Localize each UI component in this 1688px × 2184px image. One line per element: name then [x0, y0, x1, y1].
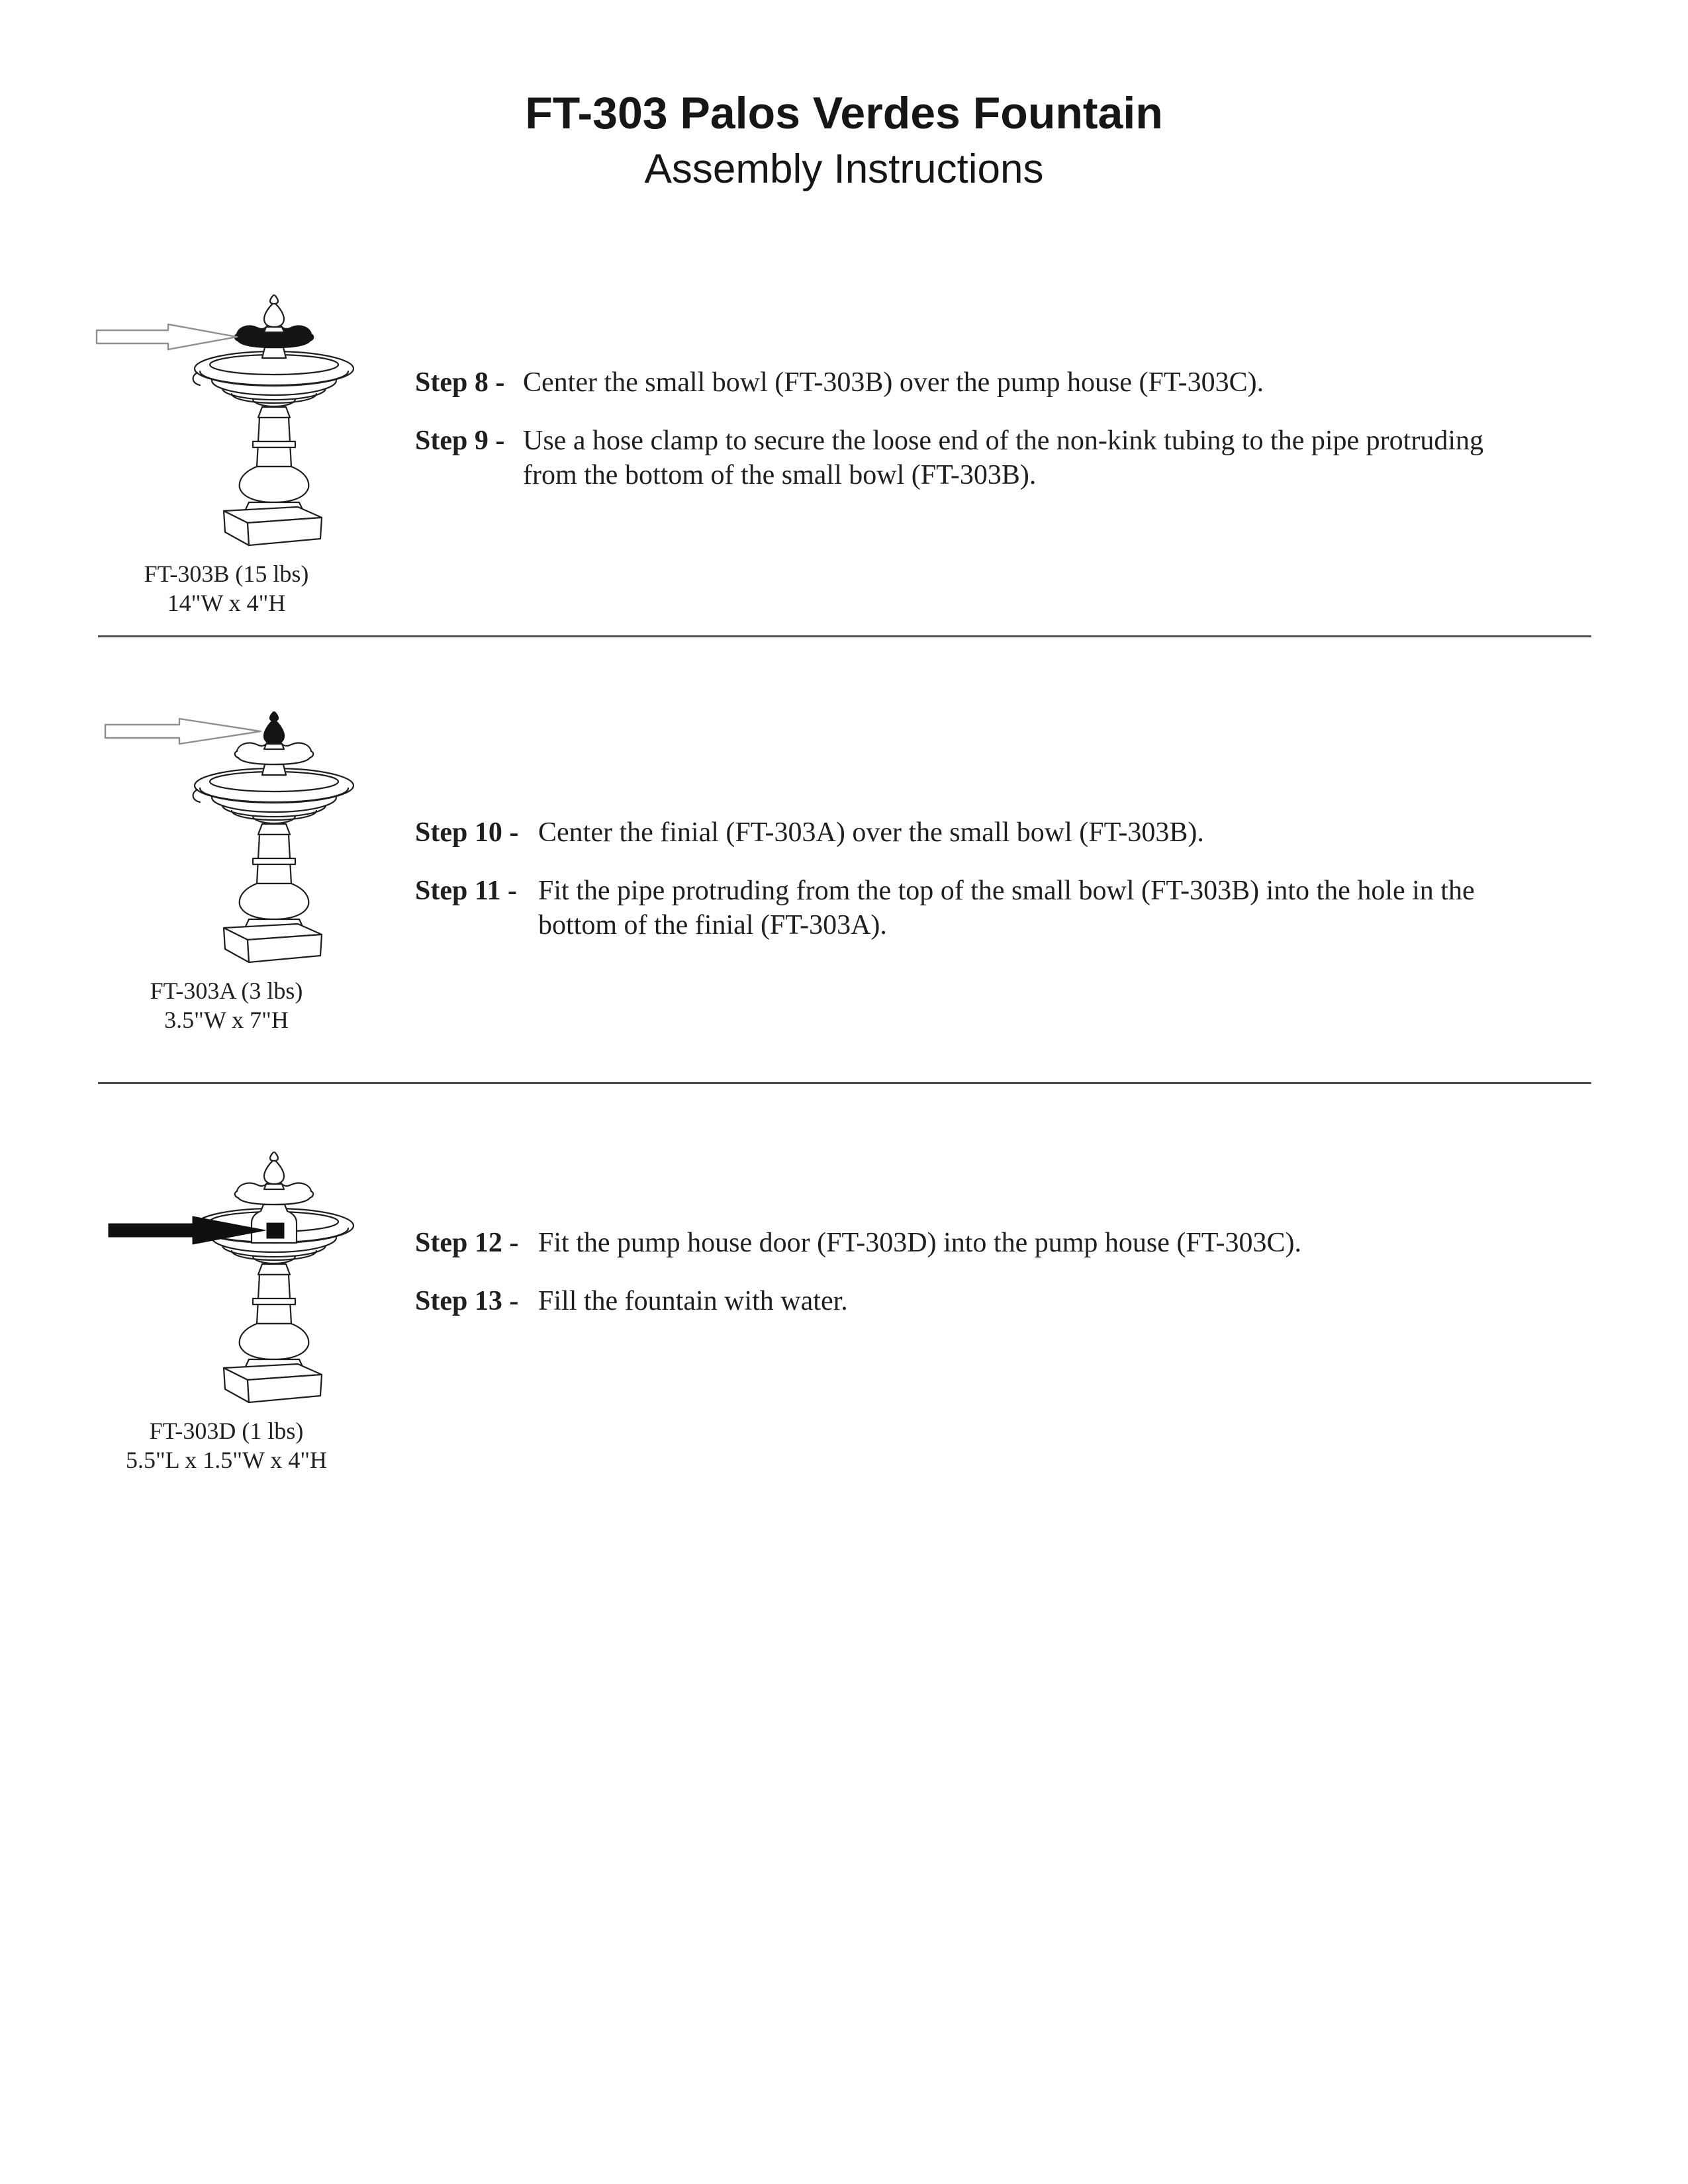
- figure-caption: [90, 976, 363, 1034]
- step-row: [415, 1226, 1580, 1260]
- pointer-arrow-icon: [97, 324, 237, 349]
- figure-small-bowl: [90, 295, 363, 616]
- step-row: [415, 424, 1580, 492]
- step-text-line: from the bottom of the small bowl (FT-303B).: [523, 460, 1037, 490]
- step-text-line: Center the small bowl (FT-303B) over the pump house (FT-303C).: [523, 367, 1264, 398]
- section-divider: [98, 1082, 1591, 1084]
- step-label: Step 10 -: [415, 817, 519, 848]
- page-title: FT-303 Palos Verdes Fountain: [525, 88, 1163, 138]
- finial: [264, 1152, 284, 1189]
- pump-house: [262, 764, 286, 775]
- step-row: [415, 1284, 1580, 1318]
- square-base: [224, 502, 322, 545]
- pedestal-column: [240, 407, 309, 502]
- figure-caption: [90, 559, 363, 617]
- large-bowl: [193, 351, 353, 406]
- step-text-line: Center the finial (FT-303A) over the small bowl (FT-303B).: [538, 817, 1204, 848]
- step-text-line: Fit the pump house door (FT-303D) into the pump house (FT-303C).: [538, 1228, 1302, 1258]
- caption-model: FT-303B (15 lbs): [144, 561, 309, 587]
- step-list: [415, 365, 1580, 492]
- caption-dimensions: 3.5"W x 7"H: [164, 1007, 289, 1033]
- pump-house: [262, 347, 286, 358]
- step-label: Step 13 -: [415, 1286, 519, 1316]
- step-text-line: Fill the fountain with water.: [538, 1286, 848, 1316]
- figure-caption: [90, 1416, 363, 1475]
- caption-dimensions: 14"W x 4"H: [167, 590, 286, 616]
- step-label: Step 9 -: [415, 426, 505, 456]
- step-row: [415, 874, 1580, 942]
- finial: [264, 295, 284, 332]
- figure-finial: [90, 711, 363, 1033]
- fountain-illustration: [90, 295, 361, 546]
- square-base: [224, 1359, 322, 1402]
- pump-house-door: [267, 1223, 284, 1238]
- step-label: Step 12 -: [415, 1228, 519, 1258]
- caption-model: FT-303A (3 lbs): [150, 978, 303, 1004]
- step-text-line: Use a hose clamp to secure the loose end of the non-kink tubing to the pipe protruding: [523, 426, 1483, 456]
- finial: [264, 711, 284, 749]
- pedestal-column: [240, 824, 309, 919]
- step-text-line: bottom of the finial (FT-303A).: [538, 910, 887, 940]
- figure-pump-house-door: [90, 1152, 363, 1473]
- pointer-arrow-icon: [105, 719, 261, 744]
- step-list: [415, 1226, 1580, 1318]
- square-base: [224, 919, 322, 962]
- caption-dimensions: 5.5"L x 1.5"W x 4"H: [125, 1447, 328, 1473]
- step-list: [415, 815, 1580, 942]
- page-subtitle: Assembly Instructions: [644, 146, 1044, 192]
- fountain-illustration: [90, 1152, 361, 1403]
- large-bowl: [193, 768, 353, 823]
- step-row: [415, 815, 1580, 850]
- fountain-illustration: [90, 711, 361, 963]
- step-row: [415, 365, 1580, 400]
- step-label: Step 11 -: [415, 876, 518, 906]
- section-divider: [98, 635, 1591, 637]
- step-label: Step 8 -: [415, 367, 505, 398]
- pedestal-column: [240, 1264, 309, 1359]
- caption-model: FT-303D (1 lbs): [149, 1418, 304, 1444]
- step-text-line: Fit the pipe protruding from the top of the small bowl (FT-303B) into the hole in the: [538, 876, 1475, 906]
